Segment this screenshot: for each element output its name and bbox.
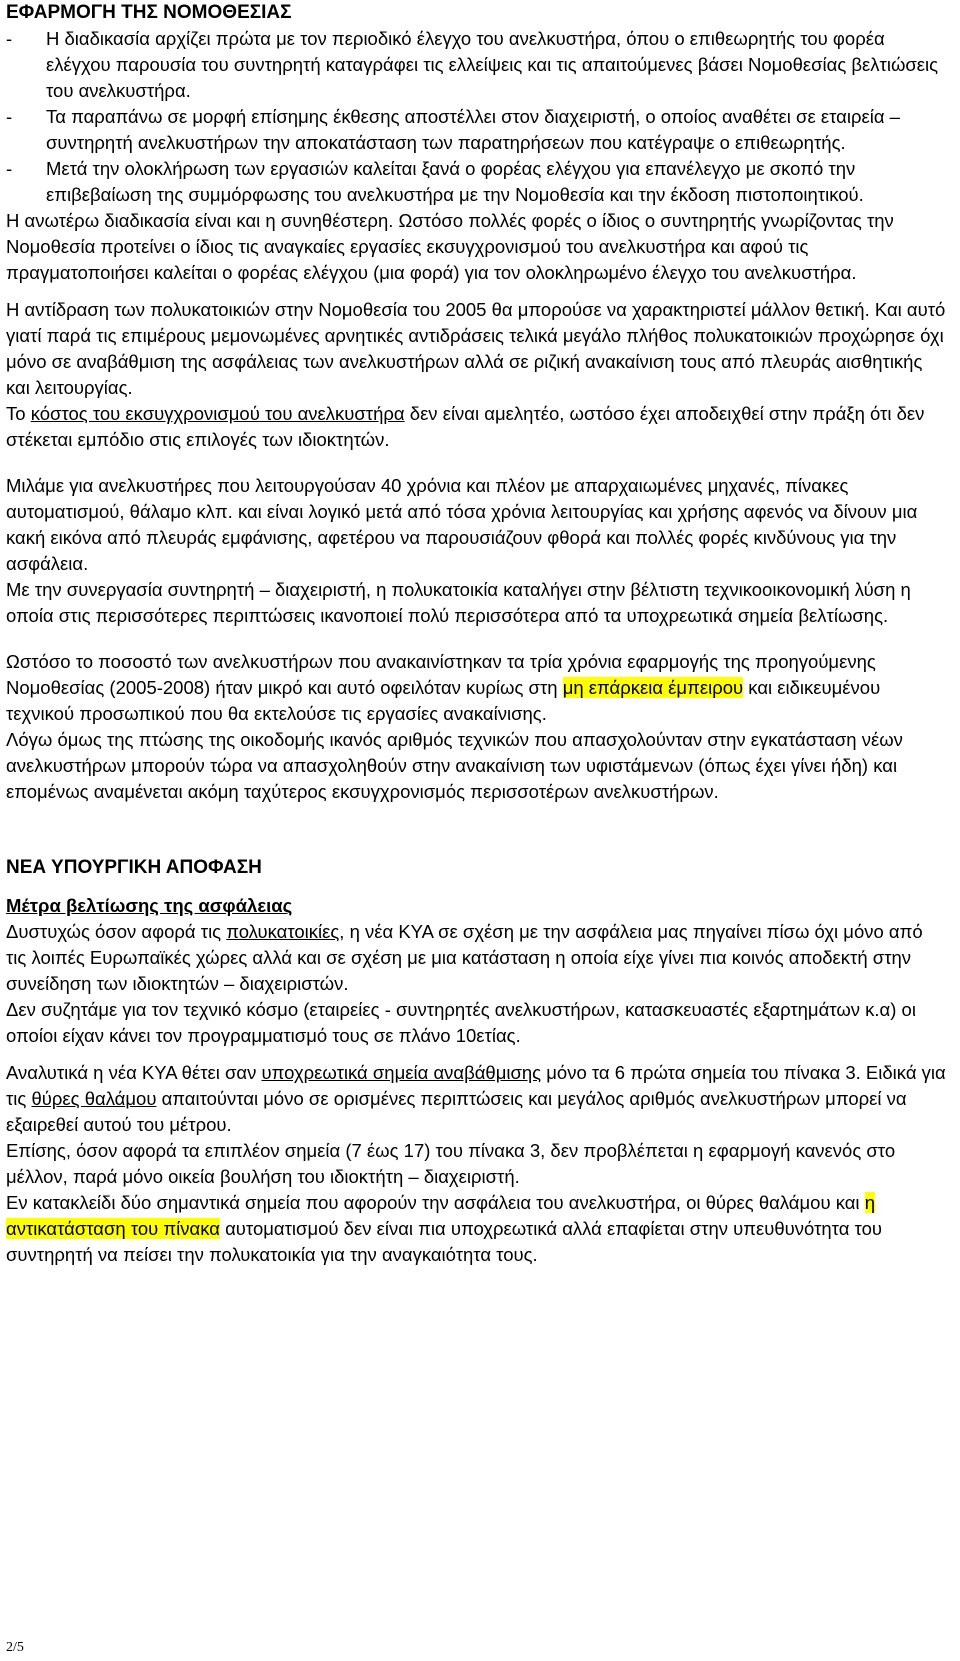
section-title-new-decision: ΝΕΑ ΥΠΟΥΡΓΙΚΗ ΑΠΟΦΑΣΗ [6, 857, 262, 878]
highlighted-text: μη επάρκεια έμπειρου [562, 677, 744, 698]
document-page [6, 0, 946, 1268]
procedure-list [6, 26, 946, 208]
paragraph: Δυστυχώς όσον αφορά τις πολυκατοικίες, η νέα ΚΥΑ σε σχέση με την ασφάλεια μας πηγαίνει πίσω όχι μόνο από τις λοιπές Ευρωπαϊκές χώρες αλλά και σε σχέση με μια κατάσταση η οποία είχε γίνει πια κοινός αποδεκτή στην συνείδηση των ιδιοκτητών – διαχειριστών. [6, 921, 923, 994]
underlined-text: κόστος του εκσυγχρονισμού του ανελκυστήρα [30, 403, 405, 424]
page-number: 2/5 [6, 1640, 24, 1655]
paragraph: Με την συνεργασία συντηρητή – διαχειριστή, η πολυκατοικία καταλήγει στην βέλτιστη τεχνικοοικονομική λύση η οποία στις περισσότερες περιπτώσεις ικανοποιεί πολύ περισσότερα από τα υποχρεωτικά σημεία βελτίωσης. [6, 579, 911, 626]
paragraph: Επίσης, όσον αφορά τα επιπλέον σημεία (7 έως 17) του πίνακα 3, δεν προβλέπεται η εφαρμογή κανενός στο μέλλον, παρά μόνο οικεία βουλήση του ιδιοκτήτη – διαχειριστή. [6, 1140, 896, 1187]
paragraph: Η αντίδραση των πολυκατοικιών στην Νομοθεσία του 2005 θα μπορούσε να χαρακτηριστεί μάλλον θετική. Και αυτό γιατί παρά τις επιμέρους μεμονωμένες αρνητικές αντιδράσεις τελικά μεγάλο πλήθος πολυκατοικιών προχώρησε όχι μόνο σε αναβάθμιση της ασφάλειας των ανελκυστήρων αλλά σε ριζική ανακαίνιση τους από πλευράς αισθητικής και λειτουργίας. [6, 299, 946, 398]
paragraph: Εν κατακλείδι δύο σημαντικά σημεία που αφορούν την ασφάλεια του ανελκυστήρα, οι θύρες θαλάμου και η αντικατάσταση του πίνακα αυτοματισμού δεν είναι πια υποχρεωτικά αλλά επαφίεται στην υπευθυνότητα του συντηρητή να πείσει την πολυκατοικία για την αναγκαιότητα τους. [6, 1192, 883, 1265]
list-item: - Μετά την ολοκλήρωση των εργασιών καλείται ξανά ο φορέας ελέγχου για επανέλεγχο με σκοπό την επιβεβαίωση της συμμόρφωσης του ανελκυστήρα με την Νομοθεσία και την έκδοση πιστοποιητικού. [6, 156, 946, 208]
underlined-text: πολυκατοικίες [226, 921, 340, 942]
paragraph: Δεν συζητάμε για τον τεχνικό κόσμο (εταιρείες - συντηρητές ανελκυστήρων, κατασκευαστές εξαρτημάτων κ.α) οι οποίοι είχαν κάνει τον προγραμματισμό τους σε πλάνο 10ετίας. [6, 999, 916, 1046]
paragraph: Ωστόσο το ποσοστό των ανελκυστήρων που ανακαινίστηκαν τα τρία χρόνια εφαρμογής της προηγούμενης Νομοθεσίας (2005-2008) ήταν μικρό και αυτό οφειλόταν κυρίως στη μη επάρκεια έμπειρου και ειδικευμένου τεχνικού προσωπικού που θα εκτελούσε τις εργασίες ανακαίνισης. [6, 651, 881, 724]
section-title-implementation: ΕΦΑΡΜΟΓΗ ΤΗΣ ΝΟΜΟΘΕΣΙΑΣ [6, 2, 292, 23]
paragraph: Λόγω όμως της πτώσης της οικοδομής ικανός αριθμός τεχνικών που απασχολούνταν στην εγκατάσταση νέων ανελκυστήρων μπορούν τώρα να απασχοληθούν στην ανακαίνιση των υφιστάμενων (όπως έχει γίνει ήδη) και επομένως αναμένεται ακόμη ταχύτερος εκσυγχρονισμός περισσοτέρων ανελκυστήρων. [6, 729, 903, 802]
paragraph: Μιλάμε για ανελκυστήρες που λειτουργούσαν 40 χρόνια και πλέον με απαρχαιωμένες μηχανές, πίνακες αυτοματισμού, θάλαμο κλπ. και είναι λογικό μετά από τόσα χρόνια λειτουργίας και χρήσης αφενός να δίνουν μια κακή εικόνα από πλευράς εμφάνισης, αφετέρου να παρουσιάζουν φθορά και πολλές φορές κινδύνους για την ασφάλεια. [6, 475, 918, 574]
paragraph: Αναλυτικά η νέα ΚΥΑ θέτει σαν υποχρεωτικά σημεία αναβάθμισης μόνο τα 6 πρώτα σημεία του πίνακα 3. Ειδικά για τις θύρες θαλάμου απαιτούνται μόνο σε ορισμένες περιπτώσεις και μεγάλος αριθμός ανελκυστήρων μπορεί να εξαιρεθεί αυτού του μέτρου. [6, 1062, 946, 1135]
highlighted-text: η αντικατάσταση του πίνακα [6, 1192, 875, 1239]
underlined-text: θύρες θαλάμου [31, 1088, 157, 1109]
list-item: - Η διαδικασία αρχίζει πρώτα με τον περιοδικό έλεγχο του ανελκυστήρα, όπου ο επιθεωρητής του φορέα ελέγχου παρουσία του συντηρητή καταγράφει τις ελλείψεις και τις απαιτούμενες βάσει Νομοθεσίας βελτιώσεις του ανελκυστήρα. [6, 26, 946, 104]
paragraph: Το κόστος του εκσυγχρονισμού του ανελκυστήρα δεν είναι αμελητέο, ωστόσο έχει αποδειχθεί στην πράξη ότι δεν στέκεται εμπόδιο στις επιλογές των ιδιοκτητών. [6, 403, 925, 450]
subsection-title: Μέτρα βελτίωσης της ασφάλειας [6, 895, 293, 916]
paragraph: Η ανωτέρω διαδικασία είναι και η συνηθέστερη. Ωστόσο πολλές φορές ο ίδιος ο συντηρητής γνωρίζοντας την Νομοθεσία προτείνει ο ίδιος τις αναγκαίες εργασίες εκσυγχρονισμού του ανελκυστήρα και αφού τις πραγματοποιήσει καλείται ο φορέας ελέγχου (μια φορά) για τον ολοκληρωμένο έλεγχο του ανελκυστήρα. [6, 210, 894, 283]
list-item: - Τα παραπάνω σε μορφή επίσημης έκθεσης αποστέλλει στον διαχειριστή, ο οποίος αναθέτει σε εταιρεία – συντηρητή ανελκυστήρων την αποκατάσταση των παρατηρήσεων που κατέγραψε ο επιθεωρητής. [6, 104, 946, 156]
underlined-text: υποχρεωτικά σημεία αναβάθμισης [261, 1062, 542, 1083]
